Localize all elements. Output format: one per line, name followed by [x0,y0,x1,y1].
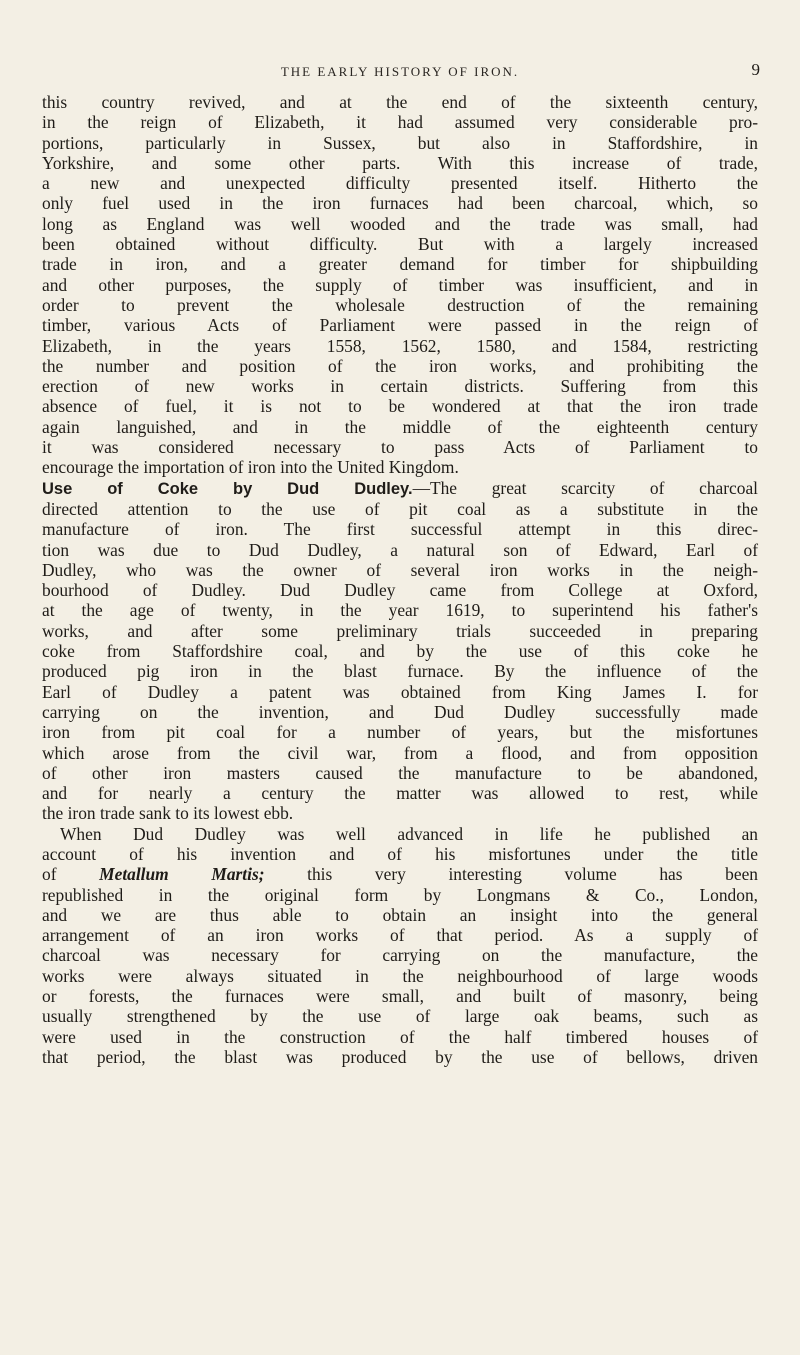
text-line: been obtained without difficulty. But with a largely increased [42,234,758,255]
text-line: and we are thus able to obtain an insight into the general [42,904,758,925]
text-line: coke from Staffordshire coal, and by the use of this coke he [42,641,758,662]
text-line: Dudley, who was the owner of several iron works in the neigh- [42,559,758,580]
text-line: carrying on the invention, and Dud Dudley successfully made [42,701,758,722]
text-line: were used in the construction of the half timbered houses of [42,1026,758,1047]
book-title: Metallum Martis; [99,864,265,885]
text-line: a new and unexpected difficulty presented itself. Hitherto the [42,173,758,194]
text-line: in the reign of Elizabeth, it had assumed very considerable pro- [42,112,758,133]
text-line: the number and position of the iron works, and prohibiting the [42,355,758,376]
running-title: THE EARLY HISTORY OF IRON. [280,64,520,79]
section-heading: Use of Coke by Dud Dudley. [42,479,413,498]
text-line-with-title [42,864,758,884]
text-line: long as England was well wooded and the trade was small, had [42,213,758,234]
text-line: usually strengthened by the use of large oak beams, such as [42,1006,758,1027]
text-line: tion was due to Dud Dudley, a natural son of Edward, Earl of [42,539,758,560]
text-line: erection of new works in certain districts. Suffering from this [42,376,758,397]
text-line: timber, various Acts of Parliament were passed in the reign of [42,315,758,336]
text-line: the iron trade sank to its lowest ebb. [42,803,294,824]
text-line: or forests, the furnaces were small, and built of masonry, being [42,986,758,1007]
text-fragment: this very interesting volume has been [264,864,758,885]
text-line: encourage the importation of iron into the United Kingdom. [42,457,459,478]
text-line: absence of fuel, it is not to be wondered at that the iron trade [42,396,758,417]
text-line: that period, the blast was produced by the use of bellows, driven [42,1046,758,1067]
text-line: order to prevent the wholesale destruction of the remaining [42,294,758,315]
text-line: and other purposes, the supply of timber was insufficient, and in [42,274,758,295]
text-line: trade in iron, and a greater demand for timber for shipbuilding [42,254,758,275]
text-line: only fuel used in the iron furnaces had been charcoal, which, so [42,193,758,214]
text-line: charcoal was necessary for carrying on the manufacture, the [42,945,758,966]
text-line: iron from pit coal for a number of years, but the misfortunes [42,722,758,743]
body-text [42,92,758,1067]
text-line: arrangement of an iron works of that period. As a supply of [42,925,758,946]
text-line: Elizabeth, in the years 1558, 1562, 1580, and 1584, restricting [42,335,758,356]
text-line: and for nearly a century the matter was allowed to rest, while [42,783,758,804]
text-line: of other iron masters caused the manufacture to be abandoned, [42,762,758,783]
text-line: produced pig iron in the blast furnace. By the influence of the [42,661,758,682]
text-line: works were always situated in the neighbourhood of large woods [42,965,758,986]
text-line: account of his invention and of his misfortunes under the title [42,843,758,864]
text-line: bourhood of Dudley. Dud Dudley came from College at Oxford, [42,580,758,601]
text-line: it was considered necessary to pass Acts of Parliament to [42,437,758,458]
text-line: Earl of Dudley a patent was obtained from King James I. for [42,681,758,702]
text-line: works, and after some preliminary trials succeeded in preparing [42,620,758,641]
text-line: republished in the original form by Longmans & Co., London, [42,884,758,905]
text-line: at the age of twenty, in the year 1619, to superintend his father's [42,600,758,621]
text-line: When Dud Dudley was well advanced in life he published an [60,823,758,844]
text-line: which arose from the civil war, from a flood, and from opposition [42,742,758,763]
text-line: again languished, and in the middle of the eighteenth century [42,416,758,437]
text-line: Yorkshire, and some other parts. With this increase of trade, [42,152,758,173]
heading-line [42,478,758,499]
text-line: this country revived, and at the end of the sixteenth century, [42,92,758,112]
heading-line-text: —The great scarcity of charcoal [412,477,759,498]
page-number: 9 [751,60,760,79]
text-line: portions, particularly in Sussex, but also in Staffordshire, in [42,132,758,153]
text-fragment: of [42,864,100,885]
text-line: manufacture of iron. The first successful attempt in this direc- [42,519,758,540]
text-line: directed attention to the use of pit coal as a substitute in the [42,498,758,519]
